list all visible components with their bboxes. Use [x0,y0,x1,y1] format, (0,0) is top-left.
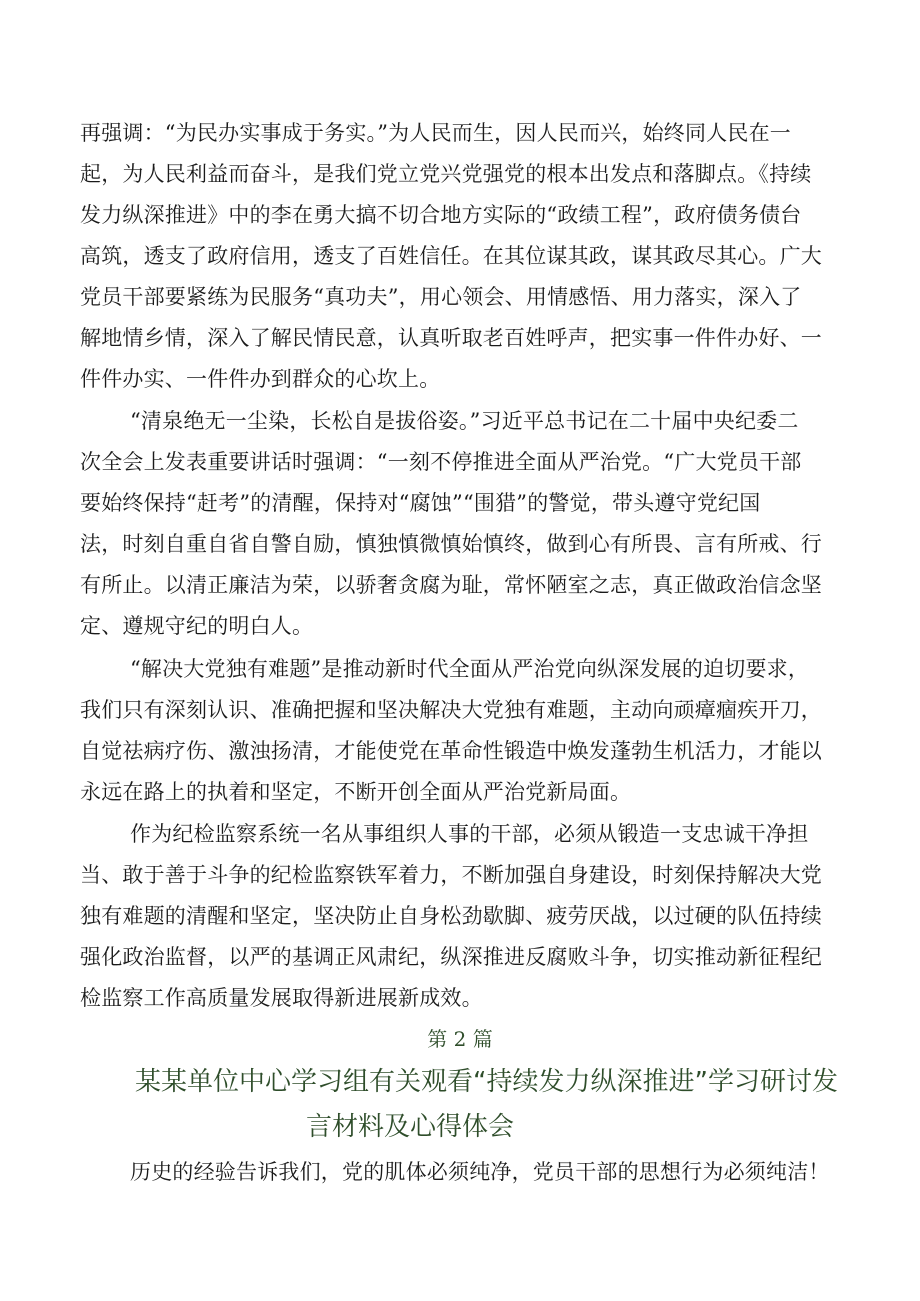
paragraph-line: 要始终保持“赶考”的清醒，保持对“腐蚀”“围猎”的警觉，带头遵守党纪国 [80,491,761,515]
paragraph-line: 独有难题的清醒和坚定，坚决防止自身松劲歇脚、疲劳厌战，以过硬的队伍持续 [80,904,822,928]
paragraph-line: 强化政治监督，以严的基调正风肃纪，纵深推进反腐败斗争，切实推动新征程纪 [80,945,822,969]
opening-line: 历史的经验告诉我们，党的肌体必须纯净，党员干部的思想行为必须纯洁！ [130,1160,830,1184]
paragraph-line: “解决大党独有难题”是推动新时代全面从严治党向纵深发展的迫切要求， [130,657,810,681]
paragraph-line: 当、敢于善于斗争的纪检监察铁军着力，不断加强自身建设，时刻保持解决大党 [80,863,822,887]
article-title-line-2: 言材料及心得体会 [306,1112,515,1142]
paragraph-line: 党员干部要紧练为民服务“真功夫”，用心领会、用情感悟、用力落实，深入了 [80,285,802,309]
paragraph-line: 次全会上发表重要讲话时强调：“一刻不停推进全面从严治党。“广大党员干部 [80,450,802,474]
paragraph-line: 发力纵深推进》中的李在勇大搞不切合地方实际的“政绩工程”，政府债务债台 [80,203,802,227]
paragraph-line: 定、遵规守纪的明白人。 [80,614,314,638]
paragraph-line: 有所止。以清正廉洁为荣，以骄奢贪腐为耻，常怀陋室之志，真正做政治信念坚 [80,573,822,597]
paragraph-line: 再强调：“为民办实事成于务实。”为人民而生，因人民而兴，始终同人民在一 [80,121,791,145]
paragraph-line: 我们只有深刻认识、准确把握和坚决解决大党独有难题，主动向顽瘴痼疾开刀， [80,698,822,722]
paragraph-line: 检监察工作高质量发展取得新进展新成效。 [80,986,483,1010]
paragraph-line: 件件办实、一件件办到群众的心坎上。 [80,367,441,391]
paragraph-line: 永远在路上的执着和坚定，不断开创全面从严治党新局面。 [80,780,632,804]
article-title-line-1: 某某单位中心学习组有关观看“持续发力纵深推进”学习研讨发 [135,1067,838,1097]
section-label: 第 2 篇 [427,1027,493,1051]
paragraph-line: 起，为人民利益而奋斗，是我们党立党兴党强党的根本出发点和落脚点。《持续 [80,162,812,186]
paragraph-line: 解地情乡情，深入了解民情民意，认真听取老百姓呼声，把实事一件件办好、一 [80,326,822,350]
paragraph-line: 作为纪检监察系统一名从事组织人事的干部，必须从锻造一支忠诚干净担 [130,822,809,846]
paragraph-line: 自觉祛病疗伤、激浊扬清，才能使党在革命性锻造中焕发蓬勃生机活力，才能以 [80,739,822,763]
paragraph-line: “清泉绝无一尘染，长松自是拔俗姿。”习近平总书记在二十届中央纪委二 [130,409,799,433]
paragraph-line: 高筑，透支了政府信用，透支了百姓信任。在其位谋其政，谋其政尽其心。广大 [80,244,822,268]
paragraph-line: 法，时刻自重自省自警自励，慎独慎微慎始慎终，做到心有所畏、言有所戒、行 [80,532,822,556]
